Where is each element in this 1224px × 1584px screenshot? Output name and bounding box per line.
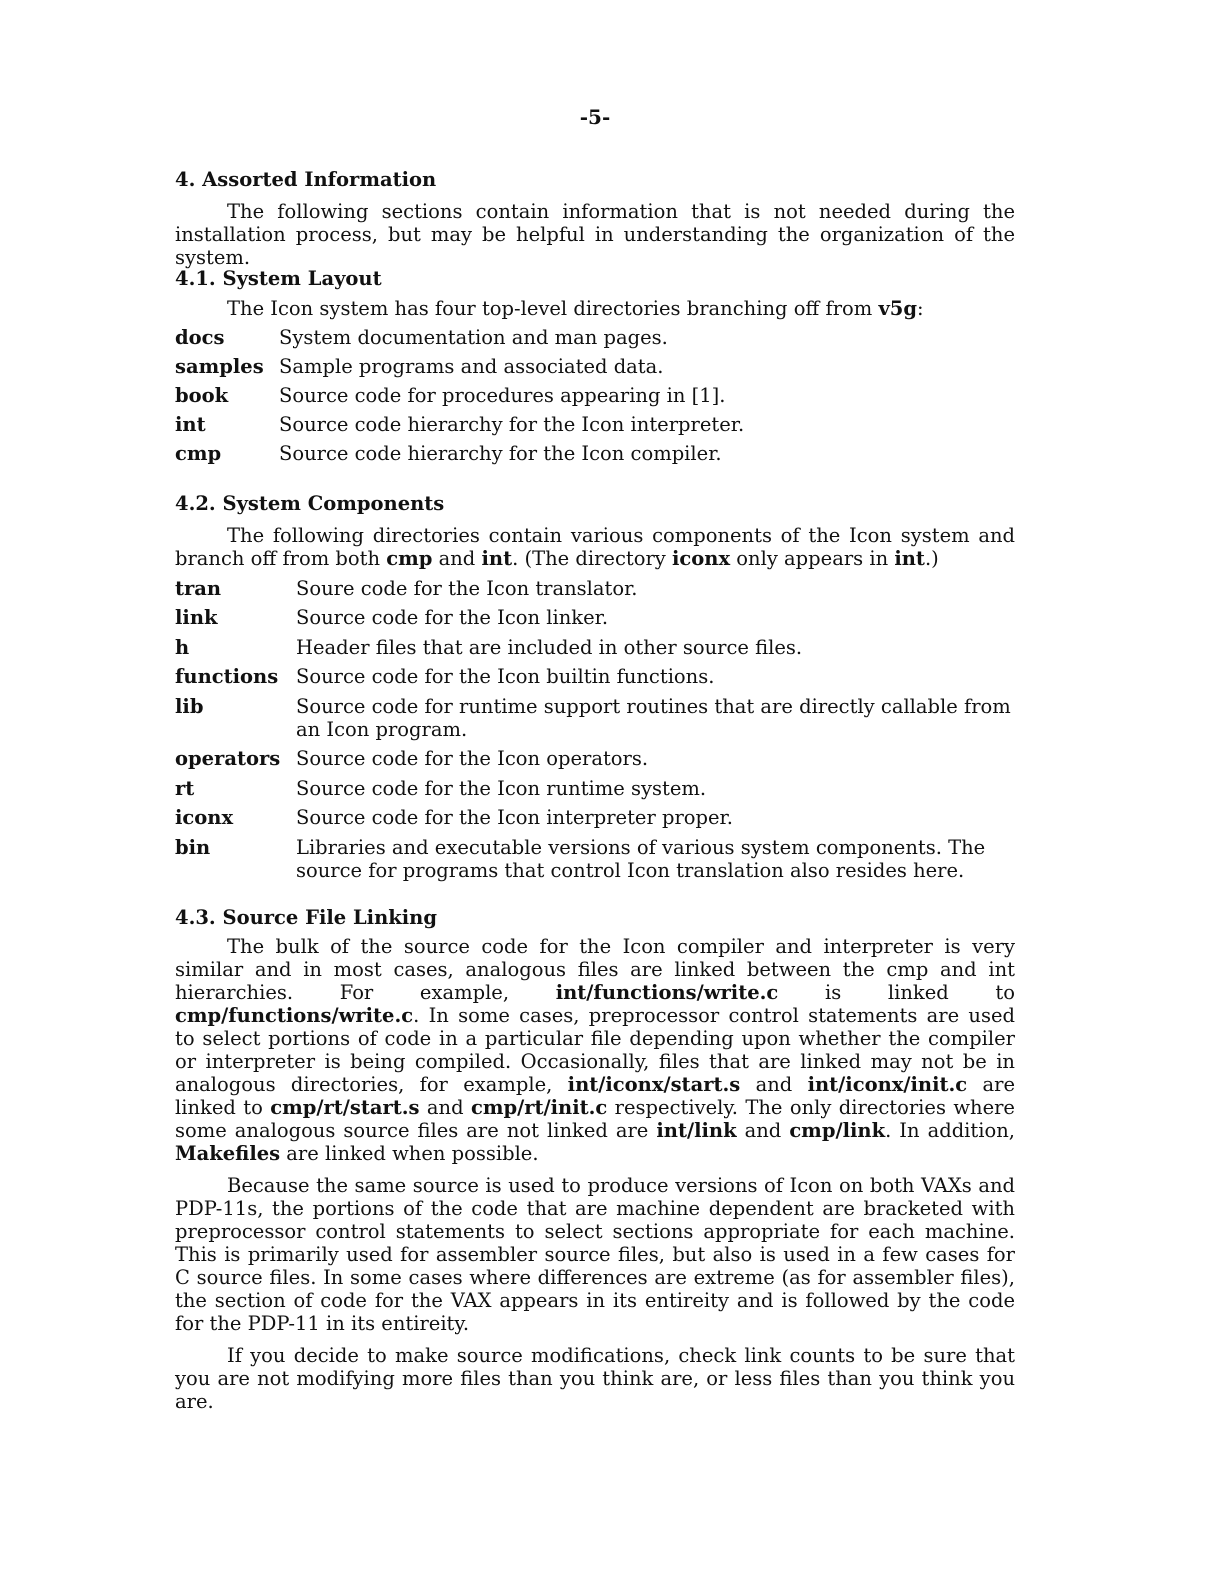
paragraph: The following sections contain information that is not needed during the installation process, but may be helpful in understanding the organization of the system. xyxy=(175,200,1015,269)
list-term: tran xyxy=(175,576,222,600)
section-4-3 xyxy=(175,906,1015,1413)
component-list xyxy=(175,577,1015,882)
list-description: Source code for the Icon builtin functions. xyxy=(296,665,715,688)
list-item xyxy=(175,606,1015,629)
list-item xyxy=(175,326,1015,349)
list-item xyxy=(175,577,1015,600)
list-item xyxy=(175,413,1015,436)
section-4-2 xyxy=(175,492,1015,882)
list-item xyxy=(175,806,1015,829)
list-term: book xyxy=(175,384,229,407)
list-description: Libraries and executable versions of various system components. The source for programs that control Icon translation also resides here. xyxy=(296,835,986,882)
list-description: Source code for the Icon linker. xyxy=(296,606,609,629)
list-description: Header files that are included in other source files. xyxy=(296,635,803,659)
list-description: System documentation and man pages. xyxy=(279,326,668,349)
section-heading: 4. Assorted Information xyxy=(175,168,437,191)
list-item xyxy=(175,777,1015,800)
section-heading: 4.3. Source File Linking xyxy=(175,906,437,929)
paragraph: Because the same source is used to produce versions of Icon on both VAXs and PDP-11s, the portions of the code that are machine dependent are bracketed with preprocessor control statements to select sections appropriate for each machine. This is primarily used for assembler source files, but also is used in a few cases for C source files. In some cases where differences are extreme (as for assembler files), the section of code for the VAX appears in its entireity and is followed by the code for the PDP-11 in its entireity. xyxy=(175,1174,1015,1335)
list-item xyxy=(175,695,1015,741)
list-description: Source code hierarchy for the Icon compiler. xyxy=(279,442,722,465)
list-description: Source code for the Icon runtime system. xyxy=(296,776,707,800)
list-item xyxy=(175,384,1015,407)
section-4 xyxy=(175,168,1015,269)
list-description: Source code for procedures appearing in [1]. xyxy=(279,384,726,407)
list-description: Soure code for the Icon translator. xyxy=(296,576,638,600)
paragraph: The following directories contain various components of the Icon system and branch off from both cmp and int. (The directory iconx only appears in int.) xyxy=(175,524,1015,570)
list-term: operators xyxy=(175,747,281,770)
list-term: functions xyxy=(175,665,279,688)
section-heading: 4.2. System Components xyxy=(175,492,445,515)
paragraph: If you decide to make source modifications, check link counts to be sure that you are not modifying more files than you think are, or less files than you think you are. xyxy=(175,1344,1015,1413)
list-term: docs xyxy=(175,326,225,349)
list-term: cmp xyxy=(175,442,222,465)
page-number: -5- xyxy=(579,105,611,129)
list-item xyxy=(175,442,1015,465)
list-term: link xyxy=(175,606,218,629)
list-item xyxy=(175,355,1015,378)
list-term: int xyxy=(175,413,206,436)
list-item xyxy=(175,747,1015,770)
list-term: rt xyxy=(175,776,195,800)
list-item xyxy=(175,665,1015,688)
section-heading: 4.1. System Layout xyxy=(175,267,382,290)
list-description: Source code for the Icon operators. xyxy=(296,747,649,770)
list-description: Sample programs and associated data. xyxy=(279,355,664,378)
list-item xyxy=(175,836,1015,882)
list-term: bin xyxy=(175,835,211,859)
section-4-1 xyxy=(175,267,1015,465)
paragraph: The Icon system has four top-level directories branching off from v5g: xyxy=(227,297,924,320)
list-description: Source code for runtime support routines that are directly callable from an Icon program. xyxy=(296,694,1011,741)
list-term: iconx xyxy=(175,806,234,829)
list-item xyxy=(175,636,1015,659)
paragraph: The bulk of the source code for the Icon compiler and interpreter is very similar and in most cases, analogous files are linked between the cmp and int hierarchies. For example, int/functions/write.c is linked to cmp/functions/write.c. In some cases, preprocessor control statements are used to select portions of code in a particular file depending upon whether the compiler or interpreter is being compiled. Occasionally, files that are linked may not be in analogous directories, for example, int/iconx/start.s and int/iconx/init.c are linked to cmp/rt/start.s and cmp/rt/init.c respectively. The only directories where some analogous source files are not linked are int/link and cmp/link. In addition, Makefiles are linked when possible. xyxy=(175,935,1015,1165)
list-term: lib xyxy=(175,694,204,718)
list-term: h xyxy=(175,635,190,659)
list-description: Source code for the Icon interpreter proper. xyxy=(296,806,733,829)
list-description: Source code hierarchy for the Icon interpreter. xyxy=(279,413,745,436)
directory-list xyxy=(175,326,1015,465)
list-term: samples xyxy=(175,355,264,378)
